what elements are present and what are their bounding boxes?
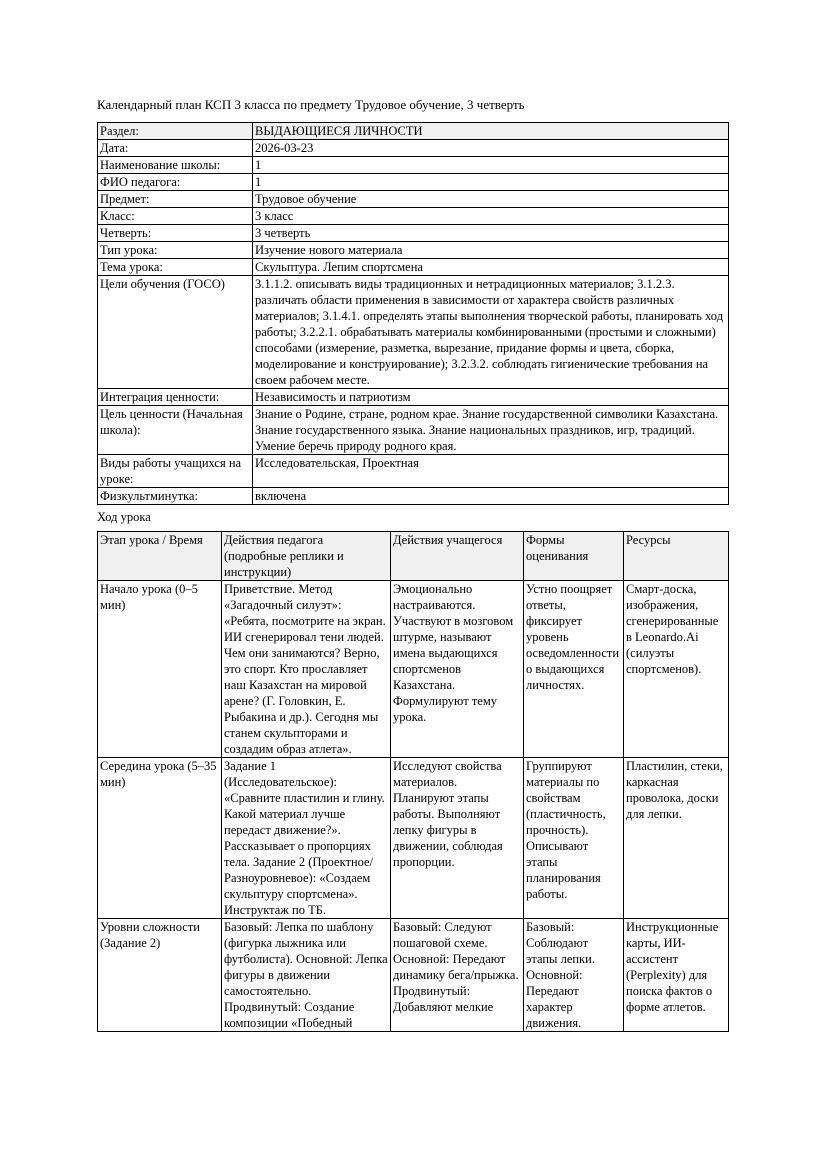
info-row-work-types [98,455,729,488]
info-row-learning-goals [98,276,729,389]
info-row-lesson-type [98,242,729,259]
info-row-subject [98,191,729,208]
info-value: Скульптура. Лепим спортсмена [253,259,729,276]
info-row-section [98,123,729,140]
info-row-values-integration [98,389,729,406]
info-label: Интеграция ценности: [98,389,253,406]
teacher-actions-cell: Задание 1 (Исследовательское): «Сравните пластилин и глину. Какой материал лучше передаст движение?». Рассказывает о пропорциях тела. Задание 2 (Проектное/Разноуровневое): «Создаем скульптуру спортсмена». Инструктаж по ТБ. [222,758,391,919]
info-value: Изучение нового материала [253,242,729,259]
info-value: 2026-03-23 [253,140,729,157]
info-row-teacher-name [98,174,729,191]
info-label: Физкультминутка: [98,488,253,505]
stage-cell: Середина урока (5–35 мин) [98,758,222,919]
info-label: Виды работы учащихся на уроке: [98,455,253,488]
resources-cell: Инструкционные карты, ИИ-ассистент (Perplexity) для поиска фактов о форме атлетов. [624,919,729,1032]
col-header-teacher-actions: Действия педагога (подробные реплики и инструкции) [222,532,391,581]
info-row-school [98,157,729,174]
info-row-class [98,208,729,225]
info-value: Трудовое обучение [253,191,729,208]
info-label: Дата: [98,140,253,157]
document-page [97,97,728,1032]
document-title: Календарный план КСП 3 класса по предмету Трудовое обучение, 3 четверть [97,97,525,112]
lesson-row-start [98,581,729,758]
teacher-actions-cell: Приветствие. Метод «Загадочный силуэт»: «Ребята, посмотрите на экран. ИИ сгенерировал тени людей. Чем они занимаются? Верно, это спорт. Кто прославляет наш Казахстан на мировой арене? (Г. Головкин, Е. Рыбакина и др.). Сегодня мы станем скульпторами и создадим образ атлета». [222,581,391,758]
info-value: Независимость и патриотизм [253,389,729,406]
info-value: Исследовательская, Проектная [253,455,729,488]
info-value: ВЫДАЮЩИЕСЯ ЛИЧНОСТИ [253,123,729,140]
info-label: Раздел: [98,123,253,140]
stage-cell: Уровни сложности (Задание 2) [98,919,222,1032]
assessment-cell: Группируют материалы по свойствам (пластичность, прочность). Описывают этапы планирования работы. [524,758,624,919]
info-label: Предмет: [98,191,253,208]
info-label: Тип урока: [98,242,253,259]
info-value: 3.1.1.2. описывать виды традиционных и нетрадиционных материалов; 3.1.2.3. различать области применения в зависимости от характера свойств различных материалов; 3.1.4.1. определять этапы выполнения творческой работы, планировать ход работы; 3.2.2.1. обрабатывать материалы комбинированными (простыми и сложными) способами (измерение, разметка, вырезание, придание формы и цвета, сборка, моделирование и конструирование); 3.2.3.2. соблюдать гигиенические требования на своем рабочем месте. [253,276,729,389]
student-actions-cell: Эмоционально настраиваются. Участвуют в мозговом штурме, называют имена выдающихся спортсменов Казахстана. Формулируют тему урока. [391,581,524,758]
stage-cell: Начало урока (0–5 мин) [98,581,222,758]
assessment-cell: Устно поощряет ответы, фиксирует уровень осведомленности о выдающихся личностях. [524,581,624,758]
info-label: Класс: [98,208,253,225]
info-row-date [98,140,729,157]
student-actions-cell: Базовый: Следуют пошаговой схеме. Основной: Передают динамику бега/прыжка. Продвинутый: Добавляют мелкие [391,919,524,1032]
col-header-resources: Ресурсы [624,532,729,581]
info-value: 1 [253,157,729,174]
col-header-assessment: Формы оценивания [524,532,624,581]
lesson-row-difficulty-levels [98,919,729,1032]
info-label: Цель ценности (Начальная школа): [98,406,253,455]
info-label: Тема урока: [98,259,253,276]
info-row-lesson-topic [98,259,729,276]
lesson-info-table [97,122,729,505]
col-header-stage: Этап урока / Время [98,532,222,581]
teacher-actions-cell: Базовый: Лепка по шаблону (фигурка лыжника или футболиста). Основной: Лепка фигуры в движении самостоятельно. Продвинутый: Создание композиции «Победный [222,919,391,1032]
info-value: 3 четверть [253,225,729,242]
section-label: Ход урока [97,510,151,524]
info-row-quarter [98,225,729,242]
student-actions-cell: Исследуют свойства материалов. Планируют этапы работы. Выполняют лепку фигуры в движении, соблюдая пропорции. [391,758,524,919]
lesson-course-table [97,531,729,1032]
info-label: Цели обучения (ГОСО) [98,276,253,389]
info-label: Четверть: [98,225,253,242]
info-value: Знание о Родине, стране, родном крае. Знание государственной символики Казахстана. Знание государственного языка. Знание национальных праздников, игр, традиций. Умение беречь природу родного края. [253,406,729,455]
assessment-cell: Базовый: Соблюдают этапы лепки. Основной: Передают характер движения. [524,919,624,1032]
lesson-row-middle [98,758,729,919]
info-value: включена [253,488,729,505]
info-label: ФИО педагога: [98,174,253,191]
resources-cell: Пластилин, стеки, каркасная проволока, доски для лепки. [624,758,729,919]
info-value: 3 класс [253,208,729,225]
col-header-student-actions: Действия учащегося [391,532,524,581]
info-row-phys-minute [98,488,729,505]
info-label: Наименование школы: [98,157,253,174]
info-row-values-goal [98,406,729,455]
info-value: 1 [253,174,729,191]
lesson-table-header-row [98,532,729,581]
resources-cell: Смарт-доска, изображения, сгенерированные в Leonardo.Ai (силуэты спортсменов). [624,581,729,758]
